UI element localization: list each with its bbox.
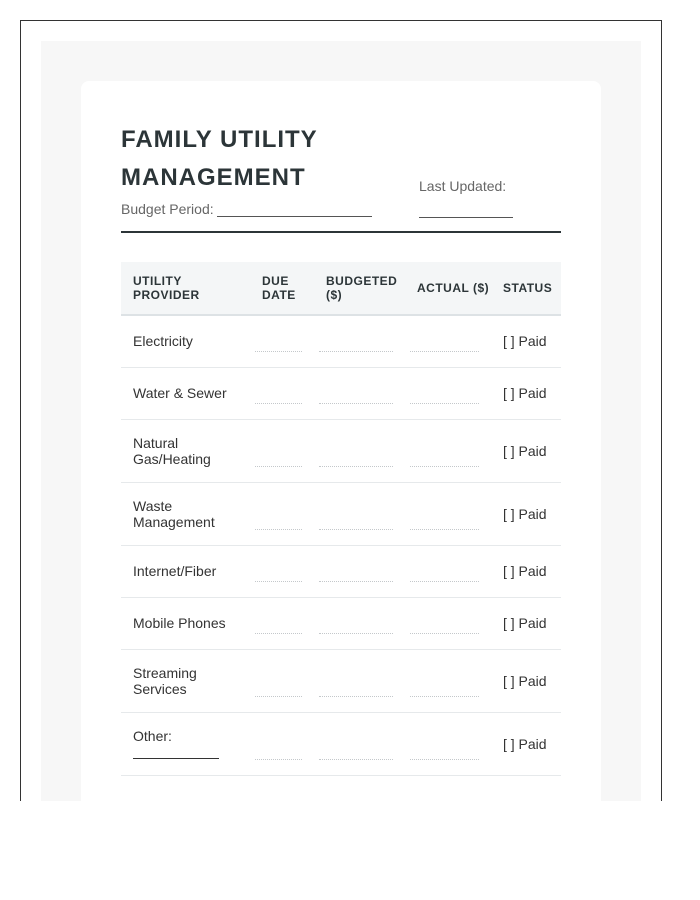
provider-cell: Electricity	[121, 315, 250, 367]
status-checkbox[interactable]: [ ] Paid	[491, 315, 561, 367]
due-date-cell[interactable]	[250, 545, 314, 597]
budget-period-field	[121, 201, 372, 217]
budgeted-cell[interactable]	[314, 597, 405, 649]
provider-cell: Mobile Phones	[121, 597, 250, 649]
other-label: Other:	[133, 728, 172, 744]
page-background	[41, 41, 641, 801]
status-checkbox[interactable]: [ ] Paid	[491, 545, 561, 597]
table-row	[121, 649, 561, 712]
other-input-line[interactable]	[133, 750, 219, 759]
actual-cell[interactable]	[405, 482, 491, 545]
actual-cell[interactable]	[405, 419, 491, 482]
budget-period-label: Budget Period:	[121, 201, 214, 217]
table-row	[121, 545, 561, 597]
table-row	[121, 419, 561, 482]
col-header-actual: ACTUAL ($)	[405, 262, 491, 315]
page-title: FAMILY UTILITY MANAGEMENT	[121, 126, 318, 191]
due-date-cell[interactable]	[250, 367, 314, 419]
form-card	[81, 81, 601, 801]
actual-cell[interactable]	[405, 315, 491, 367]
page-frame	[20, 20, 662, 801]
table-row	[121, 482, 561, 545]
budgeted-cell[interactable]	[314, 367, 405, 419]
status-checkbox[interactable]: [ ] Paid	[491, 419, 561, 482]
table-row	[121, 597, 561, 649]
table-row	[121, 367, 561, 419]
budgeted-cell[interactable]	[314, 482, 405, 545]
budgeted-cell[interactable]	[314, 545, 405, 597]
provider-cell: Internet/Fiber	[121, 545, 250, 597]
due-date-cell[interactable]	[250, 712, 314, 775]
budget-period-input-line[interactable]	[217, 202, 372, 217]
due-date-cell[interactable]	[250, 597, 314, 649]
actual-cell[interactable]	[405, 545, 491, 597]
due-date-cell[interactable]	[250, 482, 314, 545]
actual-cell[interactable]	[405, 597, 491, 649]
form-header	[121, 121, 561, 233]
provider-cell: Natural Gas/Heating	[121, 419, 250, 482]
status-checkbox[interactable]: [ ] Paid	[491, 597, 561, 649]
actual-cell[interactable]	[405, 367, 491, 419]
budgeted-cell[interactable]	[314, 315, 405, 367]
provider-cell-other	[121, 712, 250, 775]
col-header-provider: UTILITY PROVIDER	[121, 262, 250, 315]
provider-cell: Streaming Services	[121, 649, 250, 712]
last-updated-input-line[interactable]	[419, 217, 513, 218]
table-row	[121, 315, 561, 367]
status-checkbox[interactable]: [ ] Paid	[491, 712, 561, 775]
actual-cell[interactable]	[405, 649, 491, 712]
budgeted-cell[interactable]	[314, 419, 405, 482]
due-date-cell[interactable]	[250, 419, 314, 482]
col-header-status: STATUS	[491, 262, 561, 315]
provider-cell: Water & Sewer	[121, 367, 250, 419]
provider-cell: Waste Management	[121, 482, 250, 545]
actual-cell[interactable]	[405, 712, 491, 775]
budgeted-cell[interactable]	[314, 649, 405, 712]
table-header-row	[121, 262, 561, 315]
due-date-cell[interactable]	[250, 649, 314, 712]
budgeted-cell[interactable]	[314, 712, 405, 775]
col-header-due-date: DUE DATE	[250, 262, 314, 315]
utility-table	[121, 262, 561, 776]
status-checkbox[interactable]: [ ] Paid	[491, 482, 561, 545]
due-date-cell[interactable]	[250, 315, 314, 367]
status-checkbox[interactable]: [ ] Paid	[491, 367, 561, 419]
table-row	[121, 712, 561, 775]
status-checkbox[interactable]: [ ] Paid	[491, 649, 561, 712]
col-header-budgeted: BUDGETED ($)	[314, 262, 405, 315]
last-updated-label: Last Updated:	[419, 178, 507, 194]
